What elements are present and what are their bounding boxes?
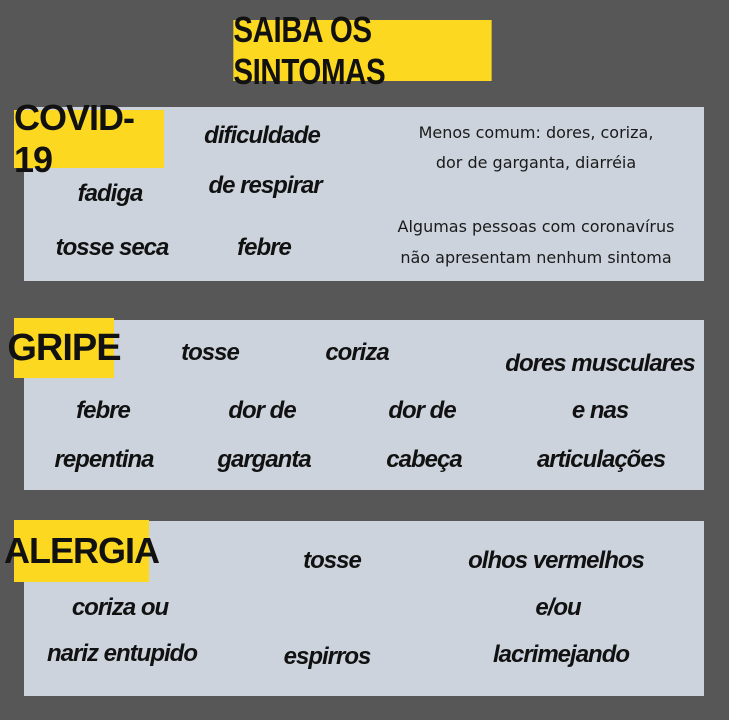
covid-note-asymptomatic-line2: não apresentam nenhum sintoma (400, 248, 672, 267)
gripe-symptom-dores-musculares: dores musculares (505, 350, 695, 377)
covid-symptom-fadiga: fadiga (77, 180, 143, 207)
alergia-label: ALERGIA (14, 520, 149, 582)
alergia-symptom-tosse: tosse (303, 547, 361, 574)
covid-symptom-dificuldade: dificuldade (204, 122, 320, 149)
gripe-symptom-dor-de-garganta-line1: dor de (228, 397, 296, 424)
covid-symptom-febre: febre (237, 234, 291, 261)
gripe-symptom-dor-de-garganta-line2: garganta (217, 446, 311, 473)
gripe-symptom-dor-de-cabeca-line2: cabeça (386, 446, 462, 473)
covid-symptom-tosse-seca: tosse seca (55, 234, 169, 261)
covid-note-asymptomatic-line1: Algumas pessoas com coronavírus (397, 217, 675, 236)
gripe-symptom-articulacoes-line1: e nas (571, 397, 629, 424)
alergia-symptom-espirros: espirros (283, 643, 371, 670)
gripe-symptom-febre: febre (76, 397, 130, 424)
page-title: SAIBA OS SINTOMAS (233, 20, 491, 81)
gripe-symptom-tosse: tosse (181, 339, 239, 366)
covid-note-less-common-line2: dor de garganta, diarréia (435, 153, 637, 172)
covid-note-less-common-line1: Menos comum: dores, coriza, (418, 123, 654, 142)
gripe-symptom-articulacoes-line2: articulações (536, 446, 666, 473)
alergia-symptom-e-ou: e/ou (535, 594, 581, 621)
gripe-symptom-dor-de-cabeca-line1: dor de (388, 397, 456, 424)
gripe-symptom-febre-line2: repentina (54, 446, 154, 473)
gripe-symptom-coriza: coriza (325, 339, 389, 366)
gripe-label: GRIPE (14, 318, 114, 378)
covid-label: COVID-19 (14, 110, 164, 168)
alergia-symptom-coriza-ou: coriza ou (71, 594, 169, 621)
covid-symptom-de-respirar: de respirar (208, 172, 322, 199)
alergia-symptom-lacrimejando: lacrimejando (492, 641, 630, 668)
alergia-symptom-nariz-entupido: nariz entupido (47, 640, 197, 667)
alergia-symptom-olhos-vermelhos: olhos vermelhos (468, 547, 644, 574)
